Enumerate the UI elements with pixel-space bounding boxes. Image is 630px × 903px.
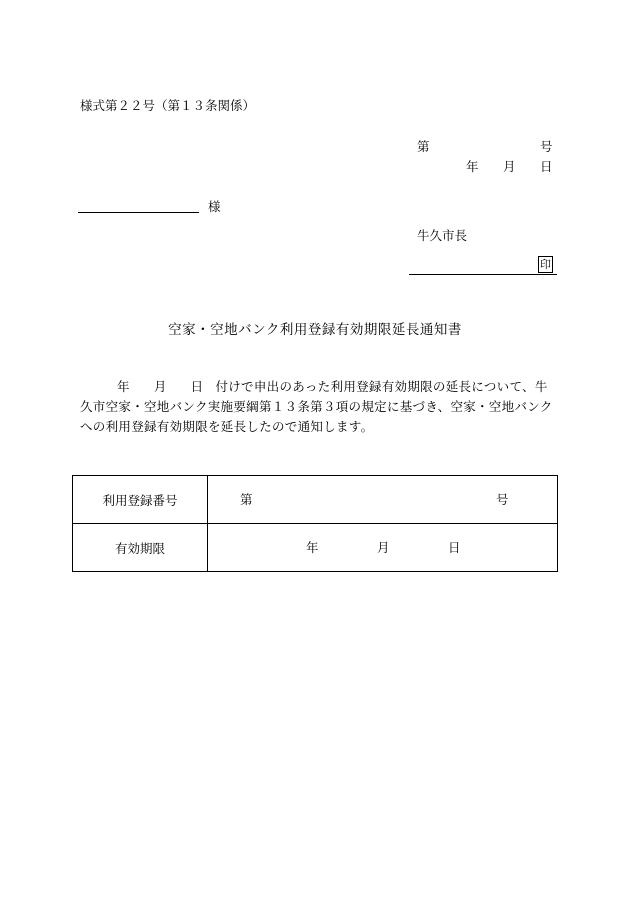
body-text (80, 377, 558, 437)
form-number: 様式第２２号（第１３条関係） (80, 98, 256, 113)
body-day: 日 (190, 379, 204, 394)
document-title: 空家・空地バンク利用登録有効期限延長通知書 (168, 322, 462, 338)
registration-number-label: 利用登録番号 (73, 476, 208, 524)
body-month: 月 (153, 379, 167, 394)
expiry-year: 年 (306, 540, 319, 555)
date-year: 年 (466, 159, 479, 174)
registration-table (72, 475, 558, 572)
doc-number-prefix: 第 (417, 139, 430, 154)
issuer-line (409, 274, 557, 275)
body-year: 年 (117, 379, 130, 394)
seal-mark: 印 (540, 258, 551, 271)
issuer-name: 牛久市長 (417, 228, 468, 243)
registration-number-suffix: 号 (496, 492, 509, 507)
registration-number-prefix: 第 (240, 492, 253, 507)
expiry-month: 月 (377, 540, 390, 555)
table-row (73, 476, 558, 524)
registration-number-cell (208, 476, 558, 524)
addressee-suffix: 様 (208, 199, 221, 214)
expiry-label: 有効期限 (73, 524, 208, 572)
expiry-cell (208, 524, 558, 572)
date-month: 月 (503, 159, 516, 174)
doc-number-suffix: 号 (540, 139, 553, 154)
addressee-line (78, 212, 199, 213)
body-main-text: 付けで申出のあった利用登録有効期限の延長について、牛久市空家・空地バンク実施要綱第１３条第３項の規定に基づき、空家・空地バンクへの利用登録有効期限を延長したので通知します。 (80, 379, 553, 434)
table-row (73, 524, 558, 572)
date-day: 日 (540, 159, 553, 174)
expiry-day: 日 (448, 540, 461, 555)
